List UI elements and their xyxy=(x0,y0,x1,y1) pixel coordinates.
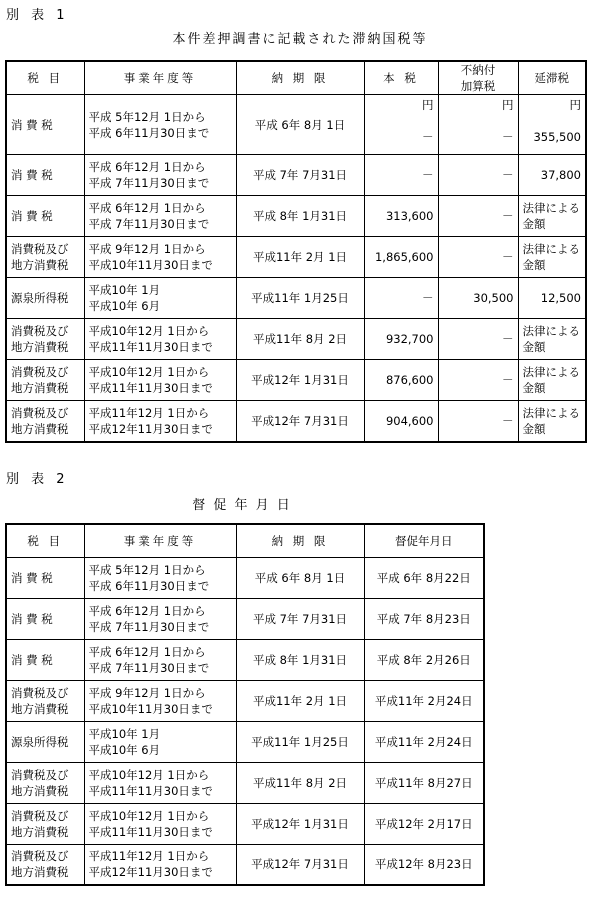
table1-title: 本件差押調書に記載された滞納国税等 xyxy=(172,32,428,47)
period-line2: 平成12年11月30日まで xyxy=(88,421,213,436)
delinquency-cell xyxy=(518,319,586,360)
period-line1: 平成11年12月 1日から xyxy=(88,849,210,864)
table-row xyxy=(6,598,484,639)
delinquent-tax-table xyxy=(5,60,587,443)
period-line2: 平成 6年11月30日まで xyxy=(88,578,210,593)
tax-item-line2: 地方消費税 xyxy=(11,258,69,272)
table-row xyxy=(6,639,484,680)
period-line1: 平成 9年12月 1日から xyxy=(88,242,206,256)
header-main-tax: 本 税 xyxy=(364,61,438,95)
tax-item-line1: 消 費 税 xyxy=(11,652,53,667)
delinquency-line1: 法律による xyxy=(522,201,580,215)
tax-item-line2: 地方消費税 xyxy=(11,865,69,880)
period-line1: 平成10年12月 1日から xyxy=(88,365,210,379)
due-date-cell: 平成12年 1月31日 xyxy=(236,360,364,401)
period-line2: 平成12年11月30日まで xyxy=(88,865,213,880)
tax-item-line1: 消 費 税 xyxy=(11,570,53,585)
header-period: 事業年度等 xyxy=(84,61,236,95)
period-line1: 平成 5年12月 1日から xyxy=(88,109,206,124)
tax-item-cell xyxy=(6,803,84,844)
table-row xyxy=(6,803,484,844)
tax-item-line1: 消費税及び xyxy=(11,685,69,700)
tax-item-cell xyxy=(6,598,84,639)
period-line1: 平成11年12月 1日から xyxy=(88,405,210,420)
nonfiling-cell: － xyxy=(438,401,518,442)
period-line1: 平成 6年12月 1日から xyxy=(88,644,206,659)
tax-item-line2: 地方消費税 xyxy=(11,783,69,798)
tax-item-line1: 消費税及び xyxy=(11,365,69,379)
header-due-date: 納 期 限 xyxy=(236,61,364,95)
period-line2: 平成 7年11月30日まで xyxy=(88,176,210,190)
demand-date-cell: 平成 8年 2月26日 xyxy=(364,639,484,680)
due-date-cell: 平成11年 2月 1日 xyxy=(236,680,364,721)
due-date-cell: 平成12年 1月31日 xyxy=(236,803,364,844)
due-date-cell: 平成11年 1月25日 xyxy=(236,721,364,762)
period-line2: 平成 7年11月30日まで xyxy=(88,619,210,634)
table-row xyxy=(6,401,586,442)
period-cell xyxy=(84,237,236,278)
due-date-cell: 平成 7年 7月31日 xyxy=(236,155,364,196)
nonfiling-cell: 30,500 xyxy=(438,278,518,319)
tax-item-line1: 消費税及び xyxy=(11,808,69,823)
period-line2: 平成 6年11月30日まで xyxy=(88,125,210,140)
main-tax-cell xyxy=(364,95,438,155)
table1-label: 別 表 1 xyxy=(6,8,69,23)
nonfiling-cell xyxy=(438,95,518,155)
due-date-cell: 平成 6年 8月 1日 xyxy=(236,95,364,155)
period-line2: 平成10年11月30日まで xyxy=(88,701,213,716)
nonfiling-cell: － xyxy=(438,237,518,278)
header-demand-date: 督促年月日 xyxy=(364,524,484,557)
period-cell xyxy=(84,639,236,680)
demand-date-cell: 平成11年 2月24日 xyxy=(364,721,484,762)
delinquency-cell: 37,800 xyxy=(518,155,586,196)
tax-item-line1: 消費税及び xyxy=(11,242,69,256)
table-row xyxy=(6,278,586,319)
table-row xyxy=(6,95,586,155)
tax-item-cell xyxy=(6,762,84,803)
table1-header-row xyxy=(6,61,586,95)
period-cell xyxy=(84,598,236,639)
table-row xyxy=(6,319,586,360)
header-nonfiling-line2: 加算税 xyxy=(460,79,496,93)
period-line2: 平成10年 6月 xyxy=(88,299,161,313)
due-date-cell: 平成 6年 8月 1日 xyxy=(236,557,364,598)
due-date-cell: 平成12年 7月31日 xyxy=(236,844,364,885)
period-cell xyxy=(84,844,236,885)
tax-item-cell xyxy=(6,639,84,680)
period-cell xyxy=(84,319,236,360)
delinquency-cell xyxy=(518,196,586,237)
table-row xyxy=(6,680,484,721)
period-line2: 平成11年11月30日まで xyxy=(88,824,213,839)
tax-item-cell xyxy=(6,360,84,401)
nonfiling-cell: － xyxy=(438,155,518,196)
delinquency-line2: 金額 xyxy=(522,421,546,436)
nonfiling-value: － xyxy=(502,130,514,144)
period-cell xyxy=(84,278,236,319)
header-due-date: 納 期 限 xyxy=(236,524,364,557)
tax-item-cell xyxy=(6,319,84,360)
due-date-cell: 平成11年 8月 2日 xyxy=(236,319,364,360)
delinquency-line1: 法律による xyxy=(522,242,580,256)
tax-item-cell xyxy=(6,721,84,762)
period-cell xyxy=(84,401,236,442)
period-line2: 平成 7年11月30日まで xyxy=(88,660,210,675)
header-tax-item: 税 目 xyxy=(6,61,84,95)
period-line2: 平成11年11月30日まで xyxy=(88,340,213,354)
tax-item-line1: 消 費 税 xyxy=(11,168,53,182)
due-date-cell: 平成 8年 1月31日 xyxy=(236,639,364,680)
header-nonfiling-line1: 不納付 xyxy=(460,63,496,77)
delinquency-line2: 金額 xyxy=(522,258,546,272)
tax-item-cell xyxy=(6,237,84,278)
main-tax-cell: 904,600 xyxy=(364,401,438,442)
due-date-cell: 平成11年 8月 2日 xyxy=(236,762,364,803)
tax-item-line1: 消 費 税 xyxy=(11,209,53,223)
tax-item-line1: 消費税及び xyxy=(11,767,69,782)
tax-item-cell xyxy=(6,680,84,721)
delinquency-line2: 金額 xyxy=(522,340,546,354)
delinquency-cell xyxy=(518,401,586,442)
due-date-cell: 平成11年 2月 1日 xyxy=(236,237,364,278)
period-line1: 平成10年12月 1日から xyxy=(88,767,210,782)
delinquency-cell: 12,500 xyxy=(518,278,586,319)
nonfiling-cell: － xyxy=(438,360,518,401)
table-row xyxy=(6,155,586,196)
period-line2: 平成11年11月30日まで xyxy=(88,381,213,395)
delinquency-value: 355,500 xyxy=(533,130,581,144)
tax-item-line1: 源泉所得税 xyxy=(11,291,69,305)
period-line1: 平成 9年12月 1日から xyxy=(88,685,206,700)
period-line1: 平成10年 1月 xyxy=(88,726,161,741)
nonfiling-cell: － xyxy=(438,196,518,237)
table-row xyxy=(6,237,586,278)
delinquency-line2: 金額 xyxy=(522,381,546,395)
yen-unit: 円 xyxy=(502,98,514,112)
demand-date-cell: 平成11年 8月27日 xyxy=(364,762,484,803)
tax-item-line1: 消 費 税 xyxy=(11,611,53,626)
delinquency-line2: 金額 xyxy=(522,217,546,231)
main-tax-cell: － xyxy=(364,155,438,196)
period-line2: 平成10年11月30日まで xyxy=(88,258,213,272)
delinquency-line1: 法律による xyxy=(522,365,580,379)
period-cell xyxy=(84,557,236,598)
delinquency-cell xyxy=(518,237,586,278)
tax-item-line2: 地方消費税 xyxy=(11,381,69,395)
table2-label: 別 表 2 xyxy=(6,472,69,487)
yen-unit: 円 xyxy=(569,98,581,112)
period-line1: 平成 5年12月 1日から xyxy=(88,562,206,577)
tax-item-cell xyxy=(6,401,84,442)
period-cell xyxy=(84,155,236,196)
demand-date-cell: 平成 7年 8月23日 xyxy=(364,598,484,639)
tax-item-line1: 消費税及び xyxy=(11,324,69,338)
period-line1: 平成10年12月 1日から xyxy=(88,808,210,823)
period-cell xyxy=(84,762,236,803)
table-row xyxy=(6,844,484,885)
demand-date-cell: 平成11年 2月24日 xyxy=(364,680,484,721)
tax-item-line1: 消費税及び xyxy=(11,405,69,420)
tax-item-cell xyxy=(6,844,84,885)
header-period: 事業年度等 xyxy=(84,524,236,557)
period-line1: 平成10年12月 1日から xyxy=(88,324,210,338)
tax-item-line2: 地方消費税 xyxy=(11,340,69,354)
header-delinquency-tax: 延滞税 xyxy=(518,61,586,95)
period-line1: 平成 6年12月 1日から xyxy=(88,201,206,215)
table-row xyxy=(6,557,484,598)
header-nonfiling-penalty xyxy=(438,61,518,95)
tax-item-cell xyxy=(6,557,84,598)
main-tax-cell: － xyxy=(364,278,438,319)
yen-unit: 円 xyxy=(422,98,434,112)
due-date-cell: 平成 8年 1月31日 xyxy=(236,196,364,237)
demand-date-cell: 平成12年 8月23日 xyxy=(364,844,484,885)
period-line2: 平成11年11月30日まで xyxy=(88,783,213,798)
table-row xyxy=(6,196,586,237)
tax-item-cell xyxy=(6,196,84,237)
delinquency-cell xyxy=(518,95,586,155)
main-tax-cell: 1,865,600 xyxy=(364,237,438,278)
delinquency-line1: 法律による xyxy=(522,405,580,420)
table-row xyxy=(6,762,484,803)
table-row xyxy=(6,721,484,762)
demand-date-cell: 平成 6年 8月22日 xyxy=(364,557,484,598)
table-row xyxy=(6,360,586,401)
main-tax-cell: 932,700 xyxy=(364,319,438,360)
period-line1: 平成 6年12月 1日から xyxy=(88,603,206,618)
period-cell xyxy=(84,360,236,401)
due-date-cell: 平成 7年 7月31日 xyxy=(236,598,364,639)
tax-item-line2: 地方消費税 xyxy=(11,421,69,436)
tax-item-line1: 消 費 税 xyxy=(11,117,53,132)
period-cell xyxy=(84,95,236,155)
tax-item-cell xyxy=(6,155,84,196)
header-tax-item: 税 目 xyxy=(6,524,84,557)
delinquency-line1: 法律による xyxy=(522,324,580,338)
main-tax-value: － xyxy=(422,130,434,144)
period-line2: 平成10年 6月 xyxy=(88,742,161,757)
table2-title: 督 促 年 月 日 xyxy=(192,498,292,513)
main-tax-cell: 876,600 xyxy=(364,360,438,401)
demand-date-cell: 平成12年 2月17日 xyxy=(364,803,484,844)
period-line1: 平成10年 1月 xyxy=(88,283,161,297)
due-date-cell: 平成11年 1月25日 xyxy=(236,278,364,319)
tax-item-cell xyxy=(6,278,84,319)
tax-item-line1: 消費税及び xyxy=(11,849,69,864)
period-cell xyxy=(84,721,236,762)
period-line1: 平成 6年12月 1日から xyxy=(88,160,206,174)
tax-item-cell xyxy=(6,95,84,155)
nonfiling-cell: － xyxy=(438,319,518,360)
delinquency-cell xyxy=(518,360,586,401)
period-cell xyxy=(84,196,236,237)
period-cell xyxy=(84,803,236,844)
tax-item-line1: 源泉所得税 xyxy=(11,734,69,749)
tax-item-line2: 地方消費税 xyxy=(11,701,69,716)
table2-header-row xyxy=(6,524,484,557)
main-tax-cell: 313,600 xyxy=(364,196,438,237)
due-date-cell: 平成12年 7月31日 xyxy=(236,401,364,442)
tax-item-line2: 地方消費税 xyxy=(11,824,69,839)
demand-date-table xyxy=(5,523,485,886)
period-line2: 平成 7年11月30日まで xyxy=(88,217,210,231)
period-cell xyxy=(84,680,236,721)
